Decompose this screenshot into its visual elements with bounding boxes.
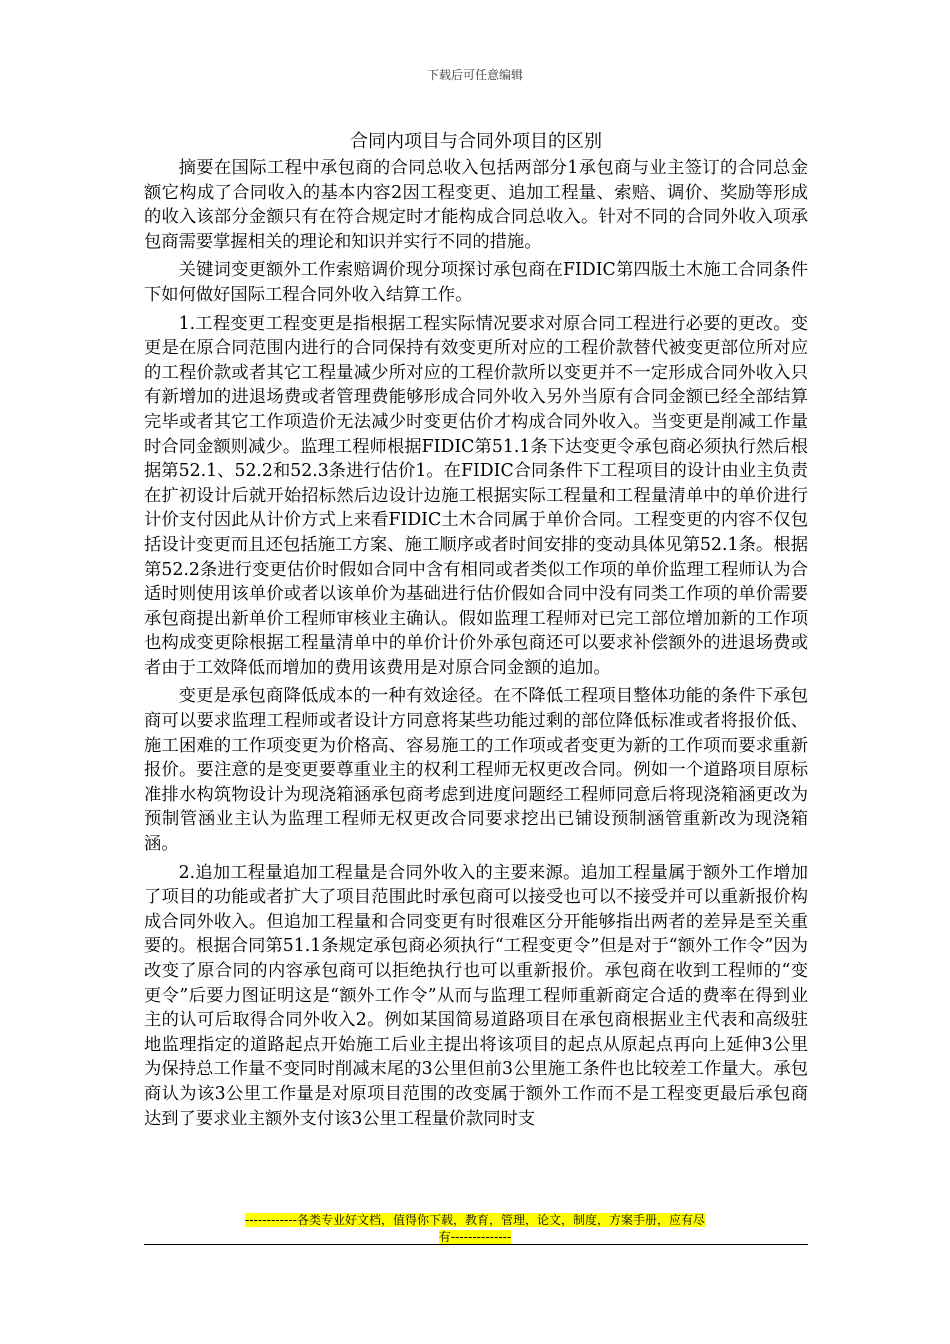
section-1-paragraph: 1.工程变更工程变更是指根据工程实际情况要求对原合同工程进行必要的更改。变更是在原合同范围内进行的合同保持有效变更所对应的工程价款替代被变更部位所对应的工程价款或者其它工程量减少所对应的工程价款所以变更并不一定形成合同外收入只有新增加的进退场费或者管理费能够形成合同外收入另外当原有合同金额已经全部结算完毕或者其它工作项造价无法减少时变更估价才构成合同外收入。当变更是削减工作量时合同金额则减少。监理工程师根据FIDIC第51.1条下达变更令承包商必须执行然后根据第52.1、52.2和52.3条进行估价1。在FIDIC合同条件下工程项目的设计由业主负责在扩初设计后就开始招标然后边设计边施工根据实际工程量和工程量清单中的单价进行计价支付因此从计价方式上来看FIDIC土木合同属于单价合同。工程变更的内容不仅包括设计变更而且还包括施工方案、施工顺序或者时间安排的变动具体见第52.1条。根据第52.2条进行变更估价时假如合同中含有相同或者类似工作项的单价监理工程师认为合适时则使用该单价或者以该单价为基础进行估价假如合同中没有同类工作项的单价需要承包商提出新单价工程师审核业主确认。假如监理工程师对已完工部位增加新的工作项也构成变更除根据工程量清单中的单价计价外承包商还可以要求补偿额外的进退场费或者由于工效降低而增加的费用该费用是对原合同金额的追加。 [144,313,808,678]
keywords-paragraph: 关键词变更额外工作索赔调价现分项探讨承包商在FIDIC第四版土木施工合同条件下如何做好国际工程合同外收入结算工作。 [144,260,808,305]
abstract-paragraph: 摘要在国际工程中承包商的合同总收入包括两部分1承包商与业主签订的合同总金额它构成了合同收入的基本内容2因工程变更、追加工程量、索赔、调价、奖励等形成的收入该部分金额只有在符合规定时才能构成合同总收入。针对不同的合同外收入项承包商需要掌握相关的理论和知识并实行不同的措施。 [144,158,808,252]
page-header: 下载后可任意编辑 [426,68,523,82]
section-2-paragraph: 2.追加工程量追加工程量是合同外收入的主要来源。追加工程量属于额外工作增加了项目的功能或者扩大了项目范围此时承包商可以接受也可以不接受并可以重新报价构成合同外收入。但追加工程量和合同变更有时很难区分开能够指出两者的差异是至关重要的。根据合同第51.1条规定承包商必须执行“工程变更令”但是对于“额外工作令”因为改变了原合同的内容承包商可以拒绝执行也可以重新报价。承包商在收到工程师的“变更令”后要力图证明这是“额外工作令”从而与监理工程师重新商定合适的费率在得到业主的认可后取得合同外收入2。例如某国简易道路项目在承包商根据业主代表和高级驻地监理指定的道路起点开始施工后业主提出将该项目的起点从原起点再向上延伸3公里为保持总工作量不变同时削减末尾的3公里但前3公里施工条件也比较差工作量大。承包商认为该3公里工作量是对原项目范围的改变属于额外工作而不是工程变更最后承包商达到了要求业主额外支付该3公里工程量价款同时支 [144,862,808,1129]
section-1-cost-paragraph: 变更是承包商降低成本的一种有效途径。在不降低工程项目整体功能的条件下承包商可以要求监理工程师或者设计方同意将某些功能过剩的部位降低标准或者将报价低、施工困难的工作项变更为价格高、容易施工的工作项或者变更为新的工作项而要求重新报价。要注意的是变更要尊重业主的权利工程师无权更改合同。例如一个道路项目原标准排水构筑物设计为现浇箱涵承包商考虑到进度问题经工程师同意后将现浇箱涵更改为预制管涵业主认为监理工程师无权更改合同要求挖出已铺设预制涵管重新改为现浇箱涵。 [144,686,808,855]
document-body [144,130,808,1135]
footer-line-2: 有-------------- [438,1230,512,1244]
footer-line-1: ------------各类专业好文档，值得你下载，教育，管理，论文，制度，方案手册，应有尽 [245,1213,705,1227]
document-title: 合同内项目与合同外项目的区别 [350,131,602,152]
footer-divider [144,1244,808,1245]
page-footer [170,1212,780,1246]
